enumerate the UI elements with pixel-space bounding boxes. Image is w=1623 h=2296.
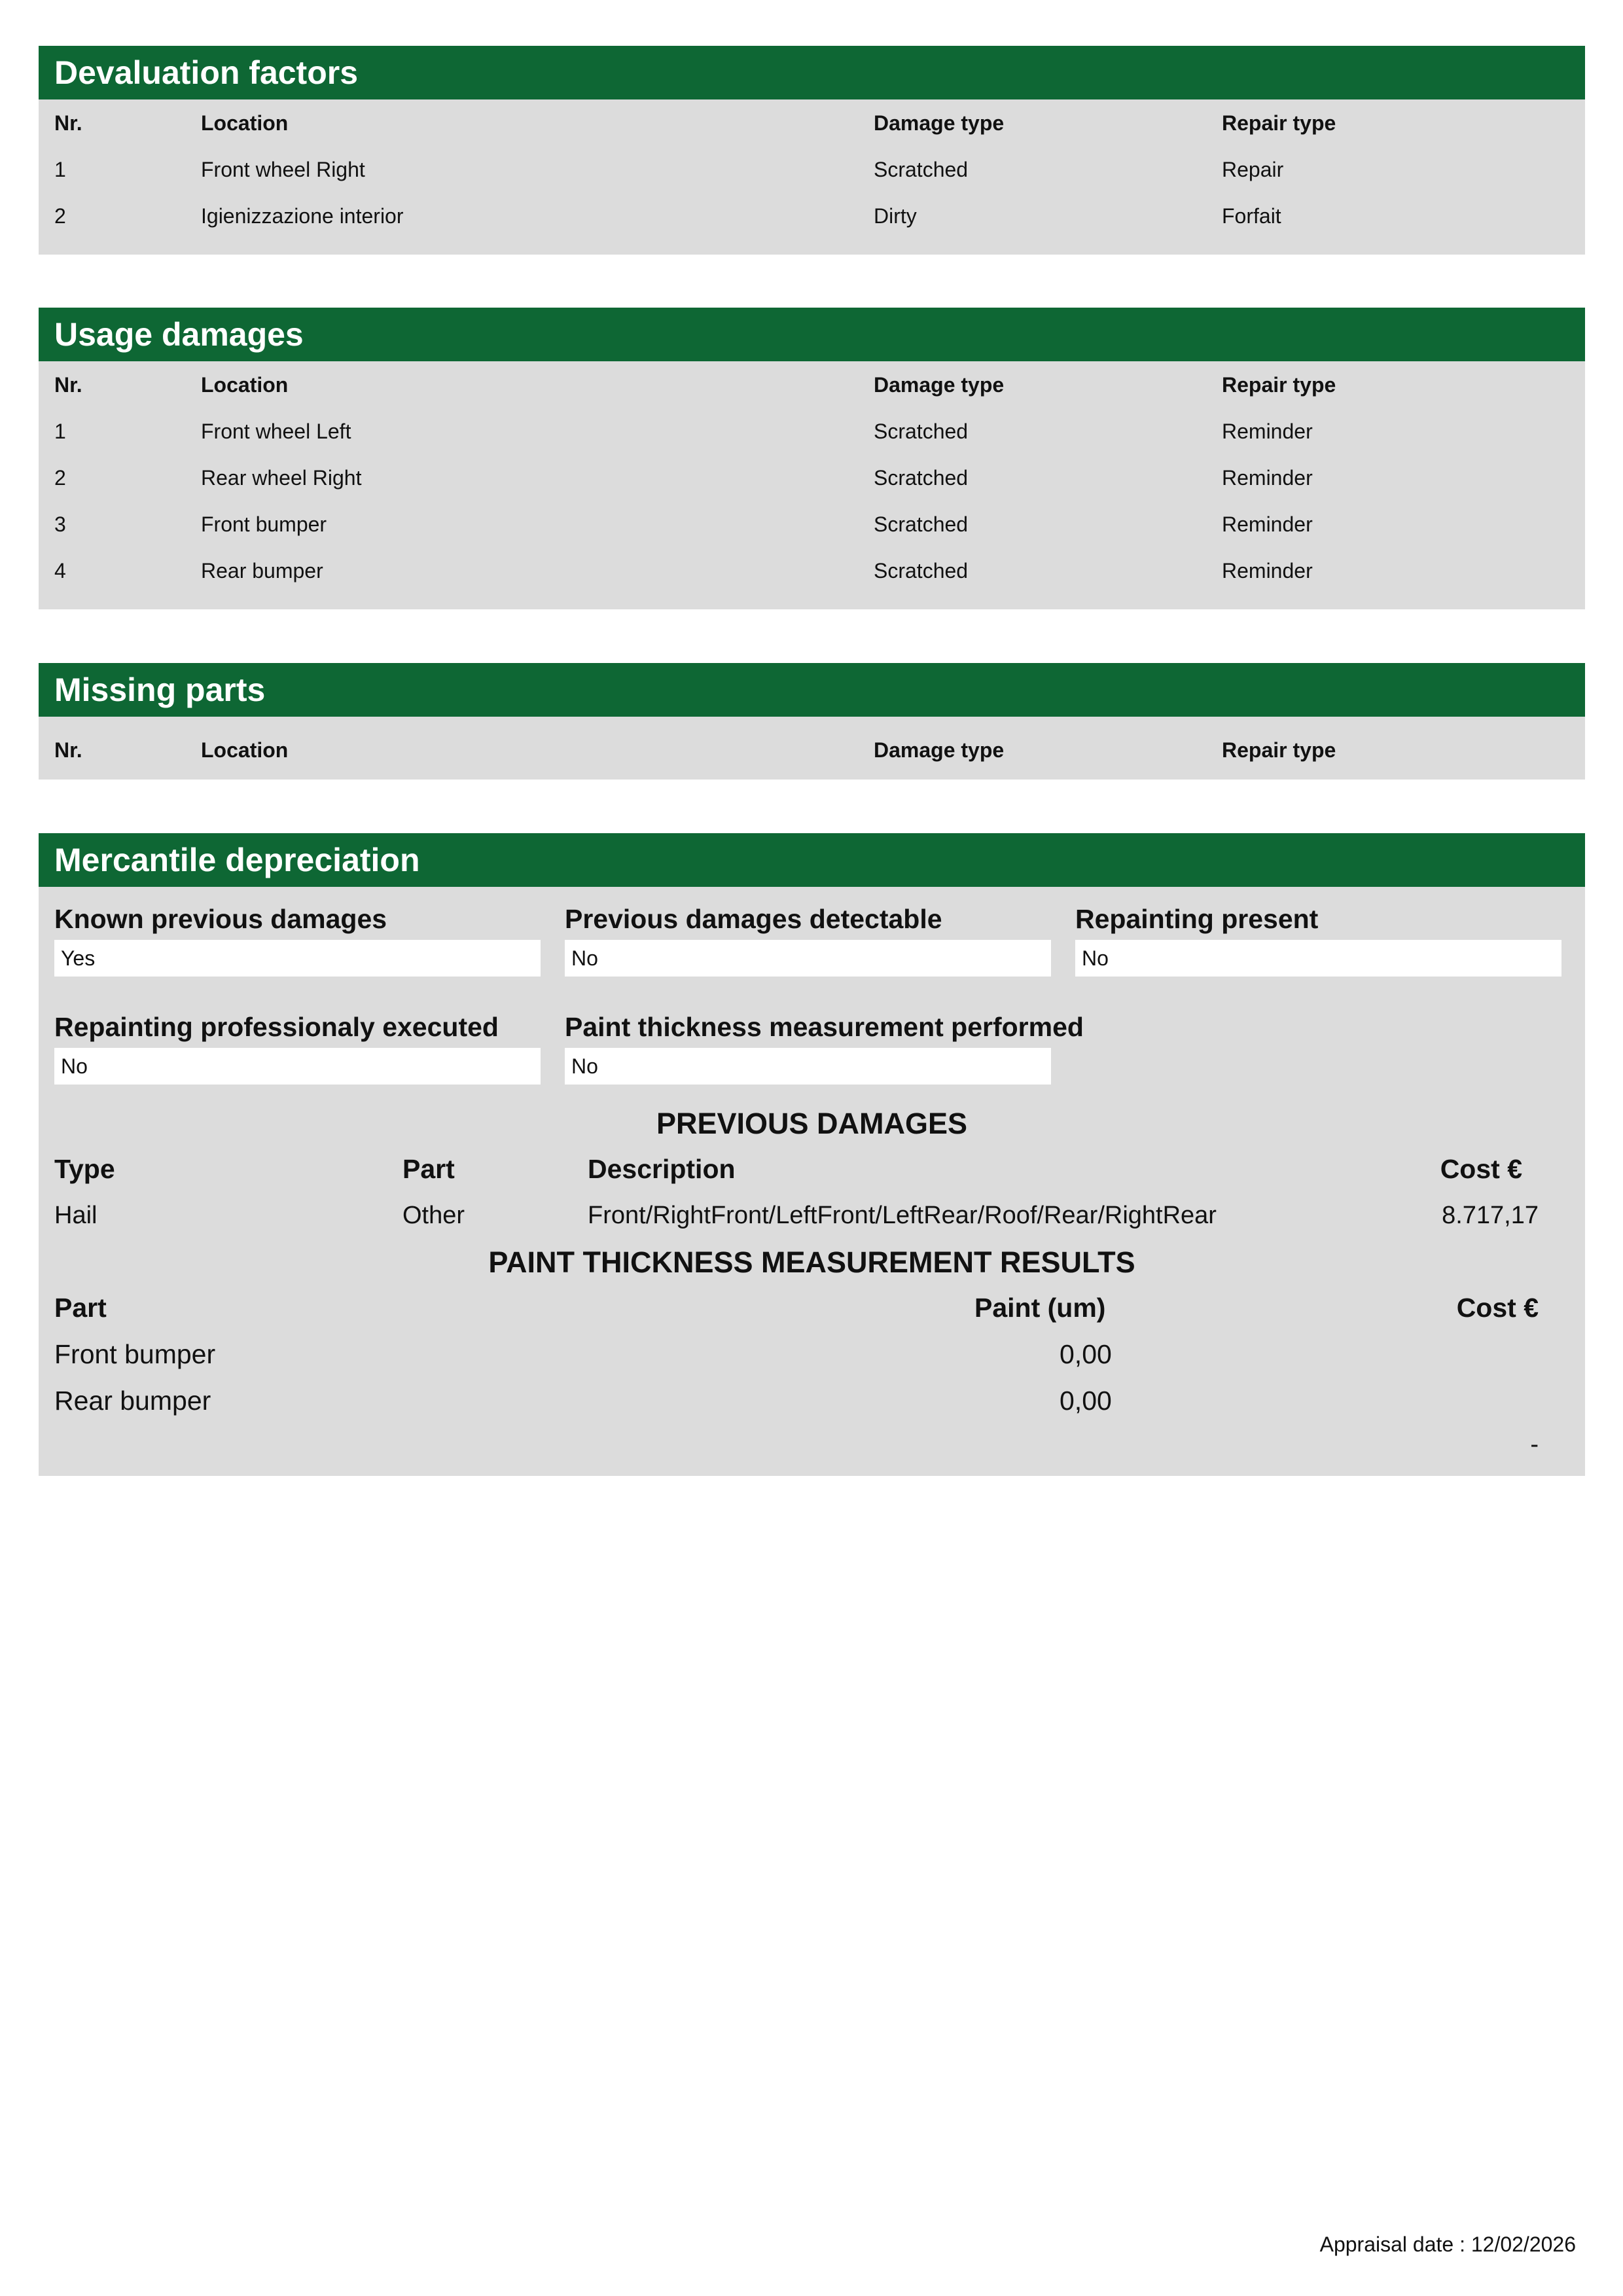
section-title: Missing parts [39, 663, 1585, 717]
cell-cost: 8.717,17 [1442, 1202, 1539, 1229]
col-nr: Nr. [54, 111, 82, 135]
paint-measurement-field: No [565, 1048, 1051, 1085]
section-title: Devaluation factors [39, 46, 1585, 99]
cell-damage-type: Dirty [874, 204, 917, 228]
col-cost: Cost € [1456, 1293, 1539, 1323]
col-damage-type: Damage type [874, 111, 1005, 135]
col-repair-type: Repair type [1222, 111, 1336, 135]
repainting-professional-label: Repainting professionaly executed [54, 1012, 499, 1042]
devaluation-section [39, 46, 1585, 255]
detectable-field: No [565, 940, 1051, 977]
col-location: Location [201, 738, 289, 762]
cell-nr: 2 [54, 466, 66, 490]
detectable-label: Previous damages detectable [565, 904, 942, 934]
cell-part: Other [402, 1202, 465, 1229]
cell-nr: 3 [54, 512, 66, 536]
cell-repair-type: Reminder [1222, 512, 1313, 536]
col-repair-type: Repair type [1222, 373, 1336, 397]
col-nr: Nr. [54, 373, 82, 397]
cell-nr: 1 [54, 420, 66, 443]
missing-table [39, 717, 1585, 774]
appraisal-date: Appraisal date : 12/02/2026 [1319, 2233, 1576, 2256]
cell-location: Front bumper [201, 512, 327, 536]
cell-repair-type: Reminder [1222, 466, 1313, 490]
table-row [39, 147, 1585, 193]
previous-damages-title: PREVIOUS DAMAGES [656, 1107, 968, 1140]
col-damage-type: Damage type [874, 373, 1005, 397]
cell-location: Rear wheel Right [201, 466, 362, 490]
table-row [39, 455, 1585, 501]
cell-location: Igienizzazione interior [201, 204, 404, 228]
repainting-present-label: Repainting present [1075, 904, 1319, 934]
repainting-professional-field: No [54, 1048, 541, 1085]
usage-section [39, 308, 1585, 609]
cell-paint: 0,00 [1060, 1386, 1112, 1416]
col-part: Part [402, 1154, 455, 1184]
cell-type: Hail [54, 1202, 98, 1229]
cell-repair-type: Forfait [1222, 204, 1281, 228]
col-part: Part [54, 1293, 107, 1323]
table-header [39, 100, 1585, 147]
cell-location: Rear bumper [201, 559, 323, 583]
cell-damage-type: Scratched [874, 466, 969, 490]
col-description: Description [588, 1154, 736, 1184]
cell-damage-type: Scratched [874, 559, 969, 583]
table-row [39, 548, 1585, 594]
repainting-present-field: No [1075, 940, 1561, 977]
cell-part: Rear bumper [54, 1386, 211, 1416]
cell-nr: 4 [54, 559, 66, 583]
known-previous-label: Known previous damages [54, 904, 387, 934]
cell-damage-type: Scratched [874, 158, 969, 181]
cell-repair-type: Repair [1222, 158, 1284, 181]
col-repair-type: Repair type [1222, 738, 1336, 762]
cell-part: Front bumper [54, 1339, 216, 1369]
col-cost: Cost € [1440, 1154, 1522, 1184]
known-previous-field: Yes [54, 940, 541, 977]
paint-results-title: PAINT THICKNESS MEASUREMENT RESULTS [488, 1246, 1135, 1279]
devaluation-table [39, 99, 1585, 240]
mercantile-section [39, 833, 1585, 1476]
cell-nr: 1 [54, 158, 66, 181]
missing-section [39, 663, 1585, 780]
cell-location: Front wheel Right [201, 158, 365, 181]
cell-description: Front/RightFront/LeftFront/LeftRear/Roof/Rear/RightRear [588, 1202, 1217, 1229]
usage-table [39, 361, 1585, 594]
col-damage-type: Damage type [874, 738, 1005, 762]
table-row [39, 408, 1585, 455]
section-title: Usage damages [39, 308, 1585, 361]
table-row [39, 193, 1585, 240]
table-header [39, 727, 1585, 774]
col-location: Location [201, 111, 289, 135]
cell-nr: 2 [54, 204, 66, 228]
col-type: Type [54, 1154, 115, 1184]
col-paint: Paint (um) [974, 1293, 1106, 1323]
paint-measurement-label: Paint thickness measurement performed [565, 1012, 1084, 1042]
cell-location: Front wheel Left [201, 420, 351, 443]
col-location: Location [201, 373, 289, 397]
cell-repair-type: Reminder [1222, 559, 1313, 583]
col-nr: Nr. [54, 738, 82, 762]
cell-damage-type: Scratched [874, 512, 969, 536]
cell-paint: 0,00 [1060, 1339, 1112, 1369]
section-title: Mercantile depreciation [39, 833, 1585, 887]
cell-damage-type: Scratched [874, 420, 969, 443]
table-header [39, 362, 1585, 408]
cost-total: - [1530, 1431, 1539, 1458]
table-row [39, 501, 1585, 548]
cell-repair-type: Reminder [1222, 420, 1313, 443]
